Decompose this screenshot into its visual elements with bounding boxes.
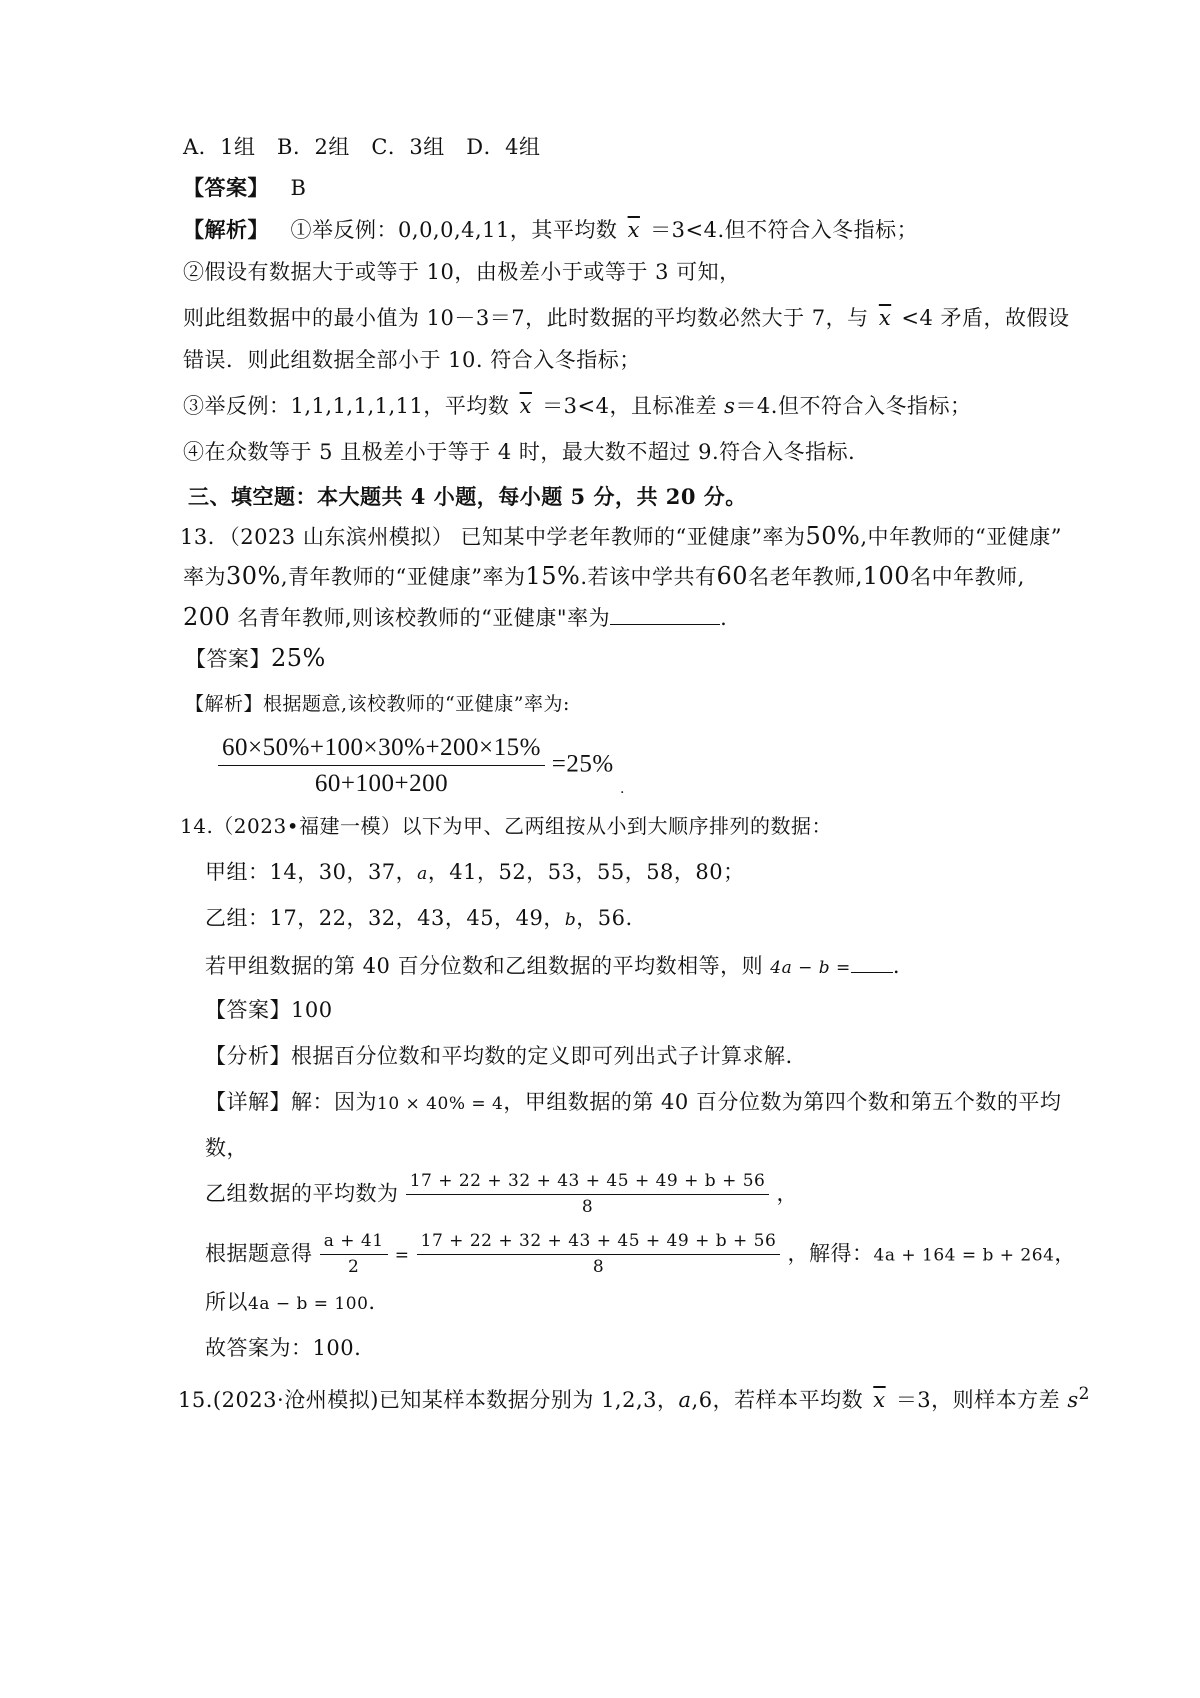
text: ③举反例：1,1,1,1,1,11，平均数 [183, 394, 510, 418]
text: .若该中学共有 [580, 565, 717, 589]
q13-solution: 【解析】根据题意,该校教师的“亚健康”率为: [185, 693, 570, 715]
variable: a [417, 864, 428, 884]
text: ， [1054, 1241, 1076, 1266]
text: ＝3<4，且标准差 [542, 394, 717, 418]
percent: 15% [525, 562, 581, 590]
solution-tag: 【解析】 [183, 217, 269, 242]
fraction-denominator: 60+100+200 [314, 770, 449, 798]
q12-solution-line-1 [183, 216, 918, 244]
q12-solution-line-4: 错误．则此组数据全部小于 10. 符合入冬指标； [183, 348, 641, 372]
q13-line-2 [183, 562, 1025, 591]
q14-equation-line [205, 1231, 1076, 1279]
q13-line-3 [183, 602, 727, 632]
formula-result: =25% [551, 750, 614, 778]
text: 【详解】解：因为 [205, 1090, 377, 1114]
q12-solution-line-2: ②假设有数据大于或等于 10，由极差小于或等于 3 可知， [183, 260, 741, 284]
text: ， [776, 1181, 799, 1206]
answer-tag: 【答案】 [183, 175, 269, 200]
text: . [892, 954, 900, 978]
q14-conclusion [205, 1288, 376, 1318]
expression: 4a − b = 100 [248, 1294, 369, 1314]
text: . [368, 1290, 376, 1314]
q13-answer [185, 644, 326, 673]
q14-detail-line-1 [205, 1088, 1061, 1118]
text: ①举反例：0,0,0,4,11，其平均数 [290, 218, 618, 242]
mean-symbol: $\overline{x}$ [878, 306, 892, 330]
fraction-numerator: 60×50%+100×30%+200×15% [218, 732, 545, 766]
percent: 50% [805, 522, 861, 550]
answer-value: B [290, 176, 307, 200]
text: 乙组数据的平均数为 [205, 1181, 399, 1206]
fraction [417, 1231, 781, 1279]
q14-group-a [205, 858, 745, 888]
equals-sign: = [394, 1245, 410, 1266]
text: 名青年教师,则该校教师的“亚健康"率为 [237, 606, 611, 630]
text: 13．（2023 山东滨州模拟） 已知某中学老年教师的“亚健康”率为 [180, 525, 806, 549]
fraction-denominator: 8 [592, 1257, 605, 1278]
answer-tag: 【答案】 [185, 647, 271, 671]
text: ，解得： [787, 1241, 874, 1266]
formula-dot: . [620, 781, 625, 797]
expression: 10 × 40% = 4 [377, 1094, 504, 1114]
fraction-denominator: 2 [347, 1257, 360, 1278]
superscript: 2 [1078, 1384, 1090, 1404]
fraction [406, 1171, 770, 1219]
fraction [320, 1231, 388, 1279]
mean-symbol: $\overline{x}$ [519, 394, 532, 418]
text: 乙组：17，22，32，43，45，49， [205, 906, 565, 930]
number: 60 [716, 562, 749, 590]
q13-line-1 [180, 522, 1062, 551]
text: 根据题意得 [205, 1241, 313, 1266]
variable: b [564, 910, 577, 930]
answer-blank[interactable] [851, 950, 893, 973]
expression: 4a − b = [770, 958, 851, 978]
fraction [218, 732, 545, 800]
fraction-numerator: 17 + 22 + 32 + 43 + 45 + 49 + b + 56 [417, 1231, 781, 1255]
text: ＝4.但不符合入冬指标； [735, 394, 972, 418]
text: 率为 [183, 565, 226, 589]
text: 则此组数据中的最小值为 10－3＝7，此时数据的平均数必然大于 7，与 [183, 306, 869, 330]
mean-symbol: $\overline{x}$ [627, 218, 640, 242]
q14-detail-line-2: 数， [205, 1136, 248, 1160]
q13-formula [218, 732, 614, 800]
answer-blank[interactable] [610, 602, 720, 625]
q14-analysis: 【分析】根据百分位数和平均数的定义即可列出式子计算求解. [205, 1044, 793, 1068]
text: ，56. [576, 906, 633, 930]
q14-group-b [205, 904, 633, 934]
text: 所以 [205, 1290, 248, 1314]
text: 若甲组数据的第 40 百分位数和乙组数据的平均数相等，则 [205, 954, 764, 978]
fraction-numerator: 17 + 22 + 32 + 43 + 45 + 49 + b + 56 [406, 1171, 770, 1195]
variable: a [678, 1388, 692, 1412]
answer-value: 25% [271, 644, 326, 672]
variance-symbol: s [1067, 1388, 1079, 1412]
text: ,青年教师的“亚健康”率为 [280, 565, 526, 589]
text: ＝3，则样本方差 [895, 1388, 1061, 1412]
text: ，41，52，53，55，58，80； [427, 860, 745, 884]
q14-line-1: 14.（2023•福建一模）以下为甲、乙两组按从小到大顺序排列的数据： [180, 814, 833, 838]
q14-final-answer: 故答案为：100. [205, 1336, 362, 1360]
expression: 4a + 164 = b + 264 [873, 1245, 1055, 1266]
text: . [720, 606, 728, 630]
fraction-denominator: 8 [581, 1197, 594, 1218]
q12-solution-line-6: ④在众数等于 5 且极差小于等于 4 时，最大数不超过 9.符合入冬指标． [183, 440, 870, 464]
number: 200 [183, 603, 231, 631]
q12-answer [183, 174, 306, 202]
text: 甲组：14，30，37， [205, 860, 418, 884]
percent: 30% [226, 562, 281, 590]
q15-line-1 [178, 1380, 1090, 1414]
text: ,6，若样本平均数 [691, 1388, 864, 1412]
text: ，甲组数据的第 40 百分位数为第四个数和第五个数的平均 [503, 1090, 1062, 1114]
mean-symbol: $\overline{x}$ [873, 1388, 886, 1412]
text: ＝3<4.但不符合入冬指标； [650, 218, 919, 242]
q14-average-line [205, 1171, 798, 1219]
q12-options: A．1组 B．2组 C．3组 D．4组 [183, 135, 541, 159]
std-symbol: s [724, 394, 736, 418]
text: <4 矛盾，故假设 [901, 306, 1070, 330]
text: 15.(2023·沧州模拟)已知某样本数据分别为 1,2,3， [178, 1388, 679, 1412]
section-heading: 三、填空题：本大题共 4 小题，每小题 5 分，共 20 分。 [188, 484, 747, 509]
text: 名中年教师, [910, 565, 1025, 589]
text: ,中年教师的“亚健康” [860, 525, 1062, 549]
q12-solution-line-3 [183, 304, 1070, 332]
fraction-numerator: a + 41 [320, 1231, 388, 1255]
q14-answer: 【答案】100 [205, 998, 333, 1022]
text: 名老年教师, [748, 565, 863, 589]
number: 100 [862, 562, 911, 590]
q14-question [205, 950, 900, 982]
q12-solution-line-5 [183, 392, 971, 420]
